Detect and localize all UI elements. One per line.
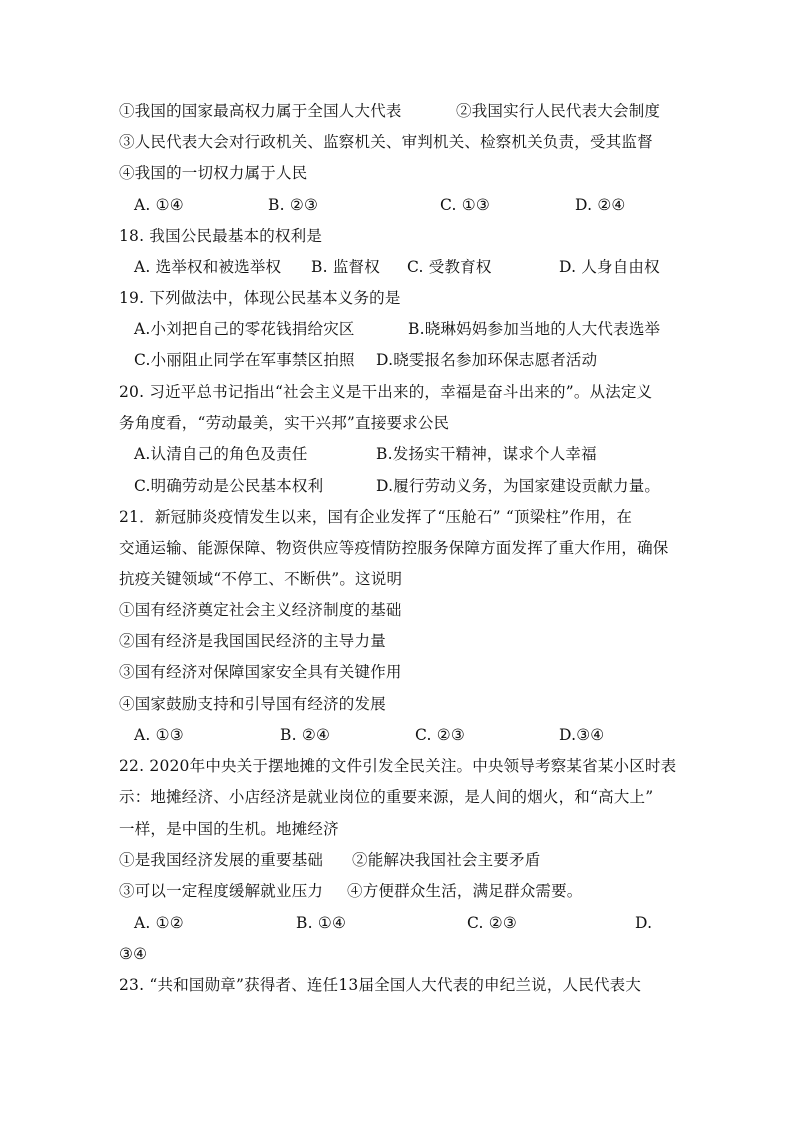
- question-22-line-3: 一样，是中国的生机。地摊经济: [119, 820, 339, 838]
- option-1-text: ①我国的国家最高权力属于全国人大代表: [119, 102, 402, 120]
- choice-d: D.履行劳动义务，为国家建设贡献力量。: [376, 477, 661, 495]
- option-3-text: ③可以一定程度缓解就业压力: [119, 882, 324, 900]
- choice-c: C. ①③: [440, 196, 490, 214]
- question-21-line-2: 交通运输、能源保障、物资供应等疫情防控服务保障方面发挥了重大作用，确保: [119, 539, 669, 557]
- choice-b: B. 监督权: [311, 258, 380, 276]
- option-3-text: ③国有经济对保障国家安全具有关键作用: [119, 663, 402, 681]
- choice-c: C.小丽阻止同学在军事禁区拍照: [134, 351, 355, 369]
- choice-d: D. ②④: [575, 196, 626, 214]
- choice-d: D.: [635, 914, 653, 932]
- option-1-text: ①国有经济奠定社会主义经济制度的基础: [119, 601, 402, 619]
- choice-b: B. ②④: [280, 726, 331, 744]
- option-2-text: ②国有经济是我国国民经济的主导力量: [119, 632, 386, 650]
- choice-a: A.小刘把自己的零花钱捐给灾区: [134, 320, 355, 338]
- choice-c: C. ②③: [467, 914, 517, 932]
- choice-c: C. ②③: [415, 726, 465, 744]
- choice-d: D.③④: [559, 726, 605, 744]
- question-23-line-1: 23. “共和国勋章”获得者、连任13届全国人大代表的申纪兰说，人民代表大: [119, 976, 642, 994]
- question-19: 19. 下列做法中，体现公民基本义务的是: [119, 289, 401, 307]
- question-18: 18. 我国公民最基本的权利是: [119, 227, 323, 245]
- choice-b: B.发扬实干精神，谋求个人幸福: [376, 445, 597, 463]
- option-2-text: ②我国实行人民代表大会制度: [456, 102, 661, 120]
- question-20-line-2: 务角度看，“劳动最美，实干兴邦”直接要求公民: [119, 414, 450, 432]
- choice-d-continued: ③④: [119, 945, 148, 963]
- option-4-text: ④我国的一切权力属于人民: [119, 164, 308, 182]
- question-21-line-3: 抗疫关键领域“不停工、不断供”。这说明: [119, 570, 403, 588]
- choice-a: A. ①④: [134, 196, 184, 214]
- option-1-text: ①是我国经济发展的重要基础: [119, 851, 324, 869]
- choice-a: A. ①③: [134, 726, 184, 744]
- choice-b: B. ①④: [296, 914, 347, 932]
- question-22-line-1: 22. 2020年中央关于摆地摊的文件引发全民关注。中央领导考察某省某小区时表: [119, 757, 677, 775]
- question-21-line-1: 21．新冠肺炎疫情发生以来，国有企业发挥了“压舱石” “顶梁柱”作用，在: [119, 508, 633, 526]
- choice-b: B.晓琳妈妈参加当地的人大代表选举: [408, 320, 661, 338]
- choice-a: A. 选举权和被选举权: [134, 258, 282, 276]
- choice-d: D. 人身自由权: [559, 258, 660, 276]
- option-2-text: ②能解决我国社会主要矛盾: [352, 851, 541, 869]
- question-22-line-2: 示：地摊经济、小店经济是就业岗位的重要来源，是人间的烟火，和“高大上”: [119, 788, 654, 806]
- choice-a: A.认清自己的角色及责任: [134, 445, 308, 463]
- question-20-line-1: 20. 习近平总书记指出“社会主义是干出来的，幸福是奋斗出来的”。从法定义: [119, 383, 653, 401]
- choice-d: D.晓雯报名参加环保志愿者活动: [376, 351, 598, 369]
- option-3-text: ③人民代表大会对行政机关、监察机关、审判机关、检察机关负责，受其监督: [119, 133, 653, 151]
- option-4-text: ④方便群众生活，满足群众需要。: [347, 882, 583, 900]
- choice-a: A. ①②: [134, 914, 184, 932]
- option-4-text: ④国家鼓励支持和引导国有经济的发展: [119, 695, 386, 713]
- choice-c: C.明确劳动是公民基本权利: [134, 477, 324, 495]
- choice-b: B. ②③: [268, 196, 319, 214]
- choice-c: C. 受教育权: [407, 258, 492, 276]
